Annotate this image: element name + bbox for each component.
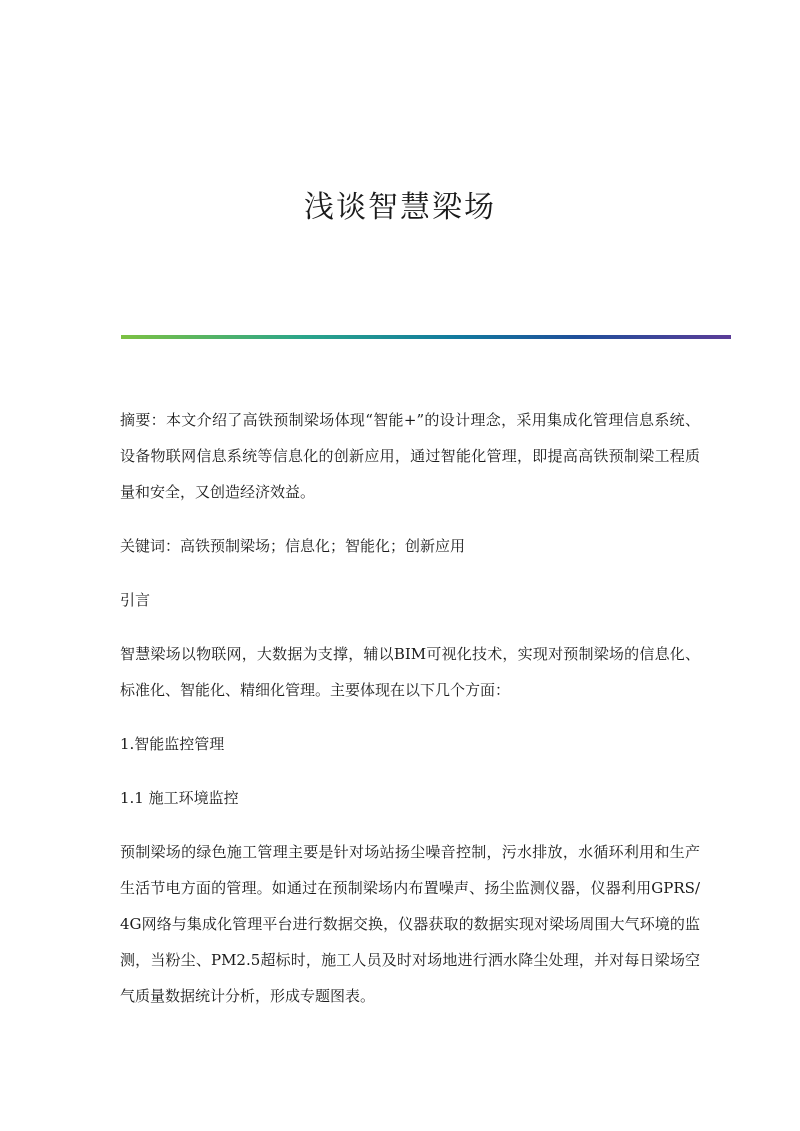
section-1-1-heading: 1.1 施工环境监控 [120, 789, 239, 807]
abstract-paragraph: 摘要：本文介绍了高铁预制梁场体现“智能+”的设计理念，采用集成化管理信息系统、设备物联网信息系统等信息化的创新应用，通过智能化管理，即提高高铁预制梁工程质量和安全，又创造经济效益。 [120, 411, 700, 501]
keywords-paragraph: 关键词：高铁预制梁场；信息化；智能化；创新应用 [120, 537, 466, 555]
document-body [120, 402, 700, 1032]
intro-paragraph: 智慧梁场以物联网，大数据为支撑，辅以BIM可视化技术，实现对预制梁场的信息化、标准化、智能化、精细化管理。主要体现在以下几个方面： [120, 645, 700, 699]
intro-heading: 引言 [120, 591, 151, 609]
title-gradient-rule [121, 335, 731, 339]
section-1-1-paragraph: 预制梁场的绿色施工管理主要是针对场站扬尘噪音控制，污水排放，水循环利用和生产生活节电方面的管理。如通过在预制梁场内布置噪声、扬尘监测仪器，仪器利用GPRS/4G网络与集成化管理平台进行数据交换，仪器获取的数据实现对梁场周围大气环境的监测，当粉尘、PM2.5超标时，施工人员及时对场地进行洒水降尘处理，并对每日梁场空气质量数据统计分析，形成专题图表。 [120, 843, 700, 1005]
section-1-heading: 1.智能监控管理 [120, 735, 225, 753]
document-title: 浅谈智慧梁场 [304, 190, 496, 225]
